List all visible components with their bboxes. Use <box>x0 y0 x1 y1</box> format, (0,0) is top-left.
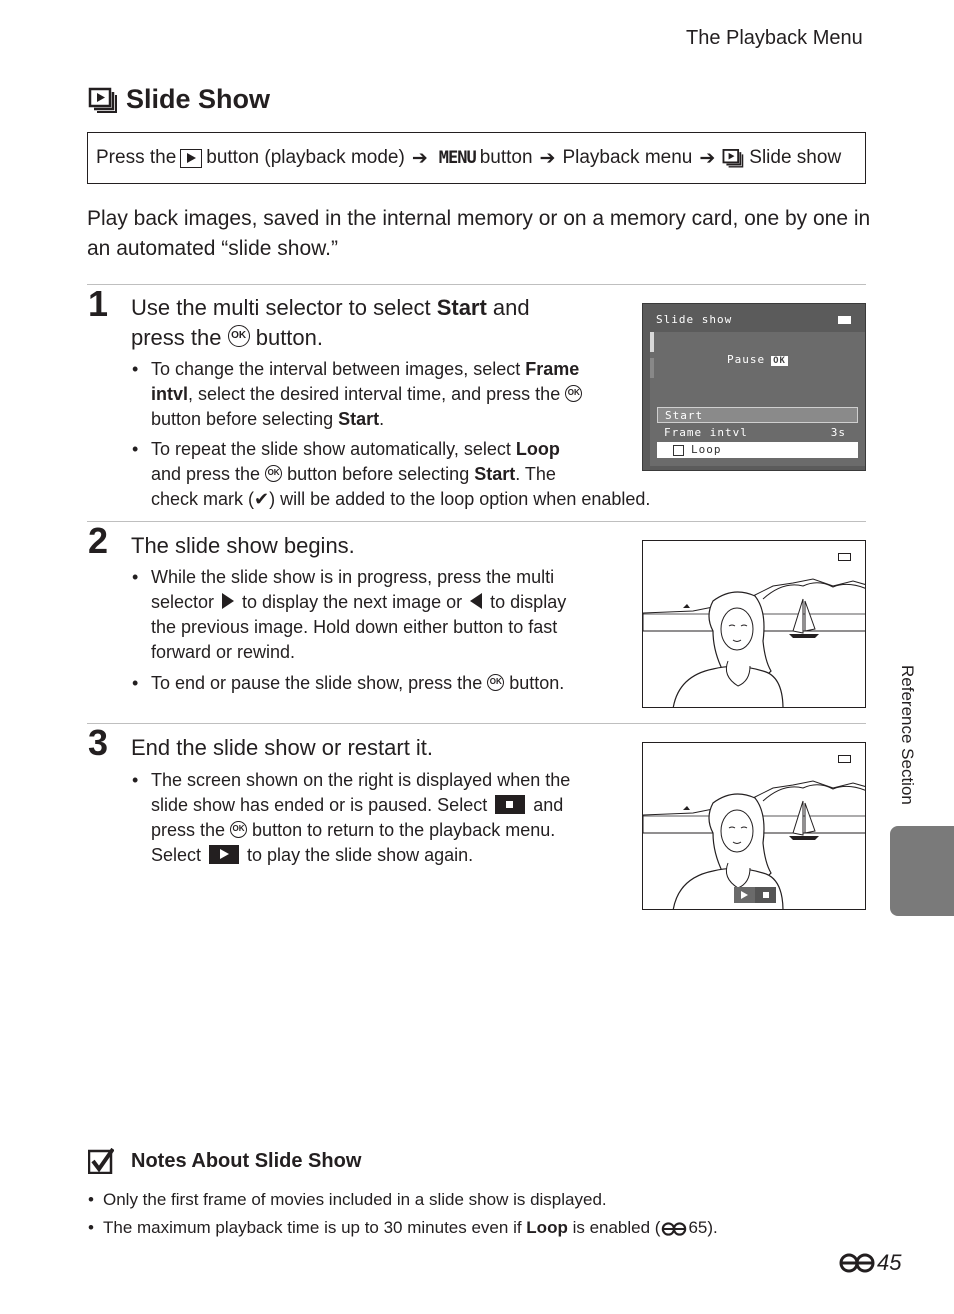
divider <box>87 284 866 285</box>
text-bold: Start <box>338 409 380 429</box>
arrow-right-icon: ➔ <box>699 147 716 169</box>
pause-label <box>727 353 788 366</box>
checkbox-icon <box>673 445 684 456</box>
bullet-item <box>132 357 621 432</box>
camera-slide-show-menu <box>642 303 866 471</box>
text: To change the interval between images, select <box>151 359 526 379</box>
ok-button-icon: OK <box>228 325 250 347</box>
section-tab <box>890 826 954 916</box>
step-number: 1 <box>88 283 109 324</box>
play-control-icon[interactable] <box>734 887 755 903</box>
nav-press-the: Press the <box>96 147 177 168</box>
text: the previous image. Hold down either button to fast <box>151 617 558 637</box>
notes-title: Notes About Slide Show <box>131 1149 362 1172</box>
text: press the <box>131 325 228 350</box>
text: The maximum playback time is up to 30 minutes even if <box>103 1218 527 1237</box>
text-bold: intvl <box>151 384 189 404</box>
bullet-dot: • <box>132 439 139 459</box>
notes-heading <box>88 1148 361 1174</box>
text: to play the slide show again. <box>242 845 474 865</box>
intro-paragraph: Play back images, saved in the internal memory or on a memory card, one by one in an automated “slide show.” <box>87 207 871 260</box>
stop-control-icon[interactable] <box>755 887 776 903</box>
bullet-item <box>132 671 621 696</box>
slide-show-icon <box>722 148 744 168</box>
left-arrow-icon <box>470 593 482 609</box>
text: button. <box>249 325 323 350</box>
pause-text: Pause <box>727 353 766 366</box>
ok-icon: OK <box>773 356 786 366</box>
bullet-dot: • <box>88 1190 94 1209</box>
menu-tab-indicator <box>650 358 654 378</box>
text: slide show has ended or is paused. Select <box>151 795 493 815</box>
text: button before selecting <box>282 464 475 484</box>
bullet-dot: • <box>132 359 139 379</box>
arrow-right-icon: ➔ <box>539 147 556 169</box>
text: to display the next image or <box>237 592 468 612</box>
bullet-dot: • <box>132 673 139 693</box>
bullet-item <box>132 768 621 868</box>
option-label: Loop <box>691 443 722 456</box>
page-title <box>88 84 270 115</box>
menu-option-loop[interactable] <box>657 442 858 458</box>
playback-controls <box>734 887 776 903</box>
step-heading: End the slide show or restart it. <box>131 735 434 760</box>
right-arrow-icon <box>222 593 234 609</box>
text: To repeat the slide show automatically, select <box>151 439 516 459</box>
slide-show-playback-screen <box>642 540 866 708</box>
page-number-text: 45 <box>877 1250 902 1275</box>
note-item <box>88 1217 718 1239</box>
text: and press the <box>151 464 266 484</box>
text: is enabled ( <box>567 1218 661 1237</box>
battery-icon <box>838 553 851 561</box>
side-section-label <box>895 665 919 815</box>
ok-button-icon: OK <box>487 674 504 691</box>
divider <box>87 723 866 724</box>
bullet-dot: • <box>88 1218 94 1237</box>
stop-button-icon <box>495 795 525 814</box>
nav-slide-show: Slide show <box>749 147 842 168</box>
text: 65). <box>688 1218 718 1237</box>
bullet-item <box>132 437 721 512</box>
text: Use the multi selector to select <box>131 295 437 320</box>
text-bold: Start <box>474 464 516 484</box>
nav-playback-menu: Playback menu <box>562 147 693 168</box>
option-label: Frame intvl <box>664 426 748 439</box>
check-note-icon <box>88 1148 114 1174</box>
screen-title: Slide show <box>656 313 733 326</box>
text: , select the desired interval time, and press the <box>188 384 566 404</box>
portrait-illustration <box>643 743 866 910</box>
step-heading <box>131 293 611 353</box>
text: to display <box>485 592 567 612</box>
step-number: 2 <box>88 520 109 561</box>
text: button to return to the playback menu. <box>247 820 556 840</box>
menu-tab-indicator <box>650 332 654 352</box>
play-button-icon <box>209 845 239 864</box>
text-bold: Loop <box>526 1218 568 1237</box>
text: ) will be added to the loop option when enabled. <box>269 489 651 509</box>
text: Select <box>151 845 207 865</box>
text: . <box>379 409 385 429</box>
interval-value: 3s <box>830 426 846 439</box>
bullet-dot: • <box>132 770 139 790</box>
text: The screen shown on the right is displayed when the <box>151 770 571 790</box>
running-header: The Playback Menu <box>686 27 863 49</box>
playback-key-icon <box>180 149 202 168</box>
note-item <box>88 1189 607 1211</box>
text-bold: Frame <box>525 359 580 379</box>
text: While the slide show is in progress, press the multi <box>151 567 555 587</box>
battery-icon <box>838 755 851 763</box>
page-number <box>839 1250 901 1276</box>
battery-icon <box>838 316 851 324</box>
text-bold: Loop <box>515 439 560 459</box>
reference-e-icon <box>839 1253 875 1273</box>
menu-option-frame-intvl[interactable] <box>657 425 858 441</box>
nav-button: button <box>479 147 533 168</box>
menu-path-box <box>87 132 866 184</box>
menu-option-start[interactable]: Start <box>657 407 858 423</box>
text: To end or pause the slide show, press the <box>151 673 488 693</box>
text: button. <box>504 673 565 693</box>
text: forward or rewind. <box>151 642 296 662</box>
bullet-item <box>132 565 621 665</box>
text: and <box>528 795 564 815</box>
reference-e-icon <box>661 1222 687 1236</box>
slide-show-paused-screen <box>642 742 866 910</box>
side-label-text: Reference Section <box>898 665 917 805</box>
arrow-right-icon: ➔ <box>411 147 428 169</box>
text: . The <box>515 464 556 484</box>
ok-button-icon: OK <box>565 385 582 402</box>
text: Only the first frame of movies included in a slide show is displayed. <box>103 1190 607 1209</box>
text-bold: Start <box>436 295 487 320</box>
step-number: 3 <box>88 722 109 763</box>
ok-button-icon: OK <box>230 821 247 838</box>
menu-key-icon: MENU <box>438 148 476 168</box>
text: press the <box>151 820 231 840</box>
portrait-illustration <box>643 541 866 708</box>
divider <box>87 521 866 522</box>
text: button before selecting <box>151 409 339 429</box>
text: check mark ( <box>151 489 255 509</box>
page-title-text: Slide Show <box>126 84 271 114</box>
slide-show-icon <box>88 87 118 113</box>
text: selector <box>151 592 220 612</box>
bullet-dot: • <box>132 567 139 587</box>
check-mark-icon: ✔ <box>254 489 270 509</box>
step-heading: The slide show begins. <box>131 533 355 558</box>
ok-button-icon: OK <box>265 465 282 482</box>
text: and <box>486 295 530 320</box>
nav-button-playback: button (playback mode) <box>206 147 405 168</box>
